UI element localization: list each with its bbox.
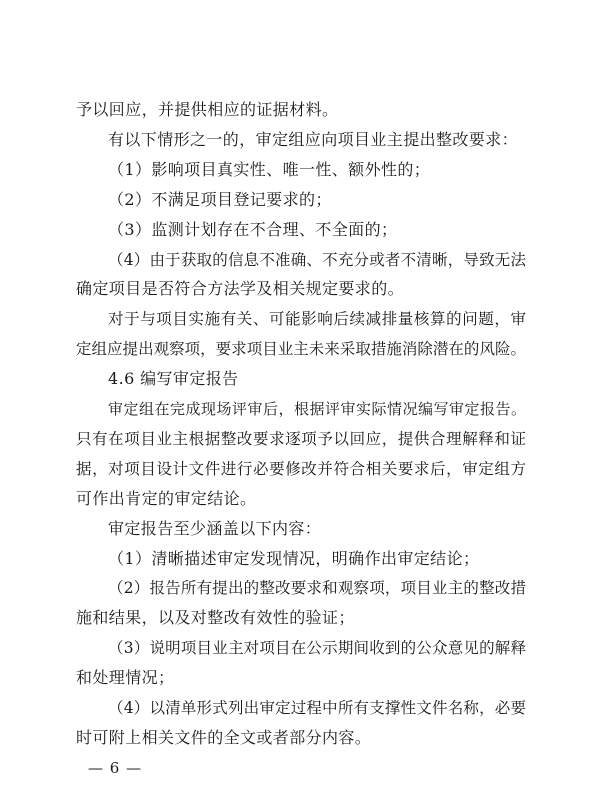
list-item: （2）不满足项目登记要求的； (108, 190, 332, 209)
list-item: （1）清晰描述审定发现情况，明确作出审定结论； (108, 549, 480, 568)
paragraph-line: 审定组在完成现场评审后，根据评审实际情况编写审定报告。 (108, 400, 526, 418)
paragraph-line: 只有在项目业主根据整改要求逐项予以回应，提供合理解释和证 (76, 430, 526, 448)
paragraph-line: 时可附上相关文件的全文或者部分内容。 (76, 728, 372, 747)
section-heading: 4.6 编写审定报告 (108, 369, 239, 388)
paragraph-line: 确定项目是否符合方法学及相关规定要求的。 (76, 279, 405, 298)
paragraph-line: 予以回应，并提供相应的证据材料。 (76, 100, 339, 119)
paragraph-line: 对于与项目实施有关、可能影响后续减排量核算的问题，审 (108, 310, 526, 328)
page-number: — 6 — (88, 759, 143, 777)
paragraph-line: 和处理情况； (76, 668, 175, 687)
paragraph-line: 可作出肯定的审定结论。 (76, 489, 257, 508)
paragraph-line: 有以下情形之一的，审定组应向项目业主提出整改要求： (108, 130, 519, 149)
list-item: （4）以清单形式列出审定过程中所有支撑性文件名称，必要 (108, 699, 526, 717)
paragraph-line: 审定报告至少涵盖以下内容： (108, 519, 322, 538)
paragraph-line: 据，对项目设计文件进行必要修改并符合相关要求后，审定组方 (76, 460, 526, 478)
list-item: （1）影响项目真实性、唯一性、额外性的； (108, 160, 431, 179)
list-item: （2）报告所有提出的整改要求和观察项，项目业主的整改措 (108, 579, 526, 597)
list-item: （4）由于获取的信息不准确、不充分或者不清晰，导致无法 (108, 251, 526, 269)
list-item: （3）说明项目业主对项目在公示期间收到的公众意见的解释 (108, 639, 526, 657)
paragraph-line: 施和结果，以及对整改有效性的验证； (76, 608, 355, 627)
paragraph-line: 定组应提出观察项，要求项目业主未来采取措施消除潜在的风险。 (76, 340, 526, 358)
list-item: （3）监测计划存在不合理、不全面的； (108, 220, 398, 239)
